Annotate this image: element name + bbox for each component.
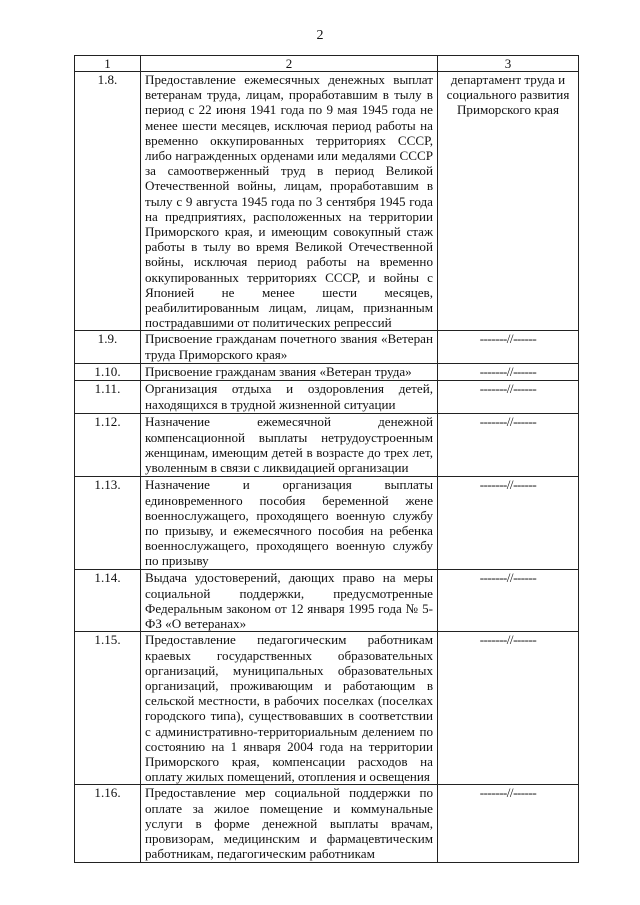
header-row — [75, 56, 579, 72]
table-body — [75, 72, 579, 863]
table-row — [75, 414, 579, 477]
service-description: Выдача удостоверений, дающих право на меры социальной поддержки, предусмотренные Федеральным законом от 12 января 1995 года № 5-ФЗ «О ветеранах» — [141, 570, 438, 632]
header-col-2: 2 — [141, 56, 438, 72]
responsible-body: -------//------ — [438, 477, 579, 570]
service-description: Присвоение гражданам звания «Ветеран труда» — [141, 364, 438, 381]
responsible-body: департамент труда и социального развития Приморского края — [438, 72, 579, 331]
responsible-body: -------//------ — [438, 331, 579, 364]
row-number: 1.14. — [75, 570, 141, 632]
service-description: Организация отдыха и оздоровления детей, находящихся в трудной жизненной ситуации — [141, 381, 438, 414]
header-col-3: 3 — [438, 56, 579, 72]
table-row — [75, 331, 579, 364]
services-table — [74, 55, 579, 863]
row-number: 1.10. — [75, 364, 141, 381]
row-number: 1.12. — [75, 414, 141, 477]
service-description: Назначение и организация выплаты единовременного пособия беременной жене военнослужащего, проходящего военную службу по призыву, и ежемесячного пособия на ребенка военнослужащего, проходящего военную службу по призыву — [141, 477, 438, 570]
header-col-1: 1 — [75, 56, 141, 72]
responsible-body: -------//------ — [438, 414, 579, 477]
row-number: 1.15. — [75, 632, 141, 785]
table-row — [75, 72, 579, 331]
service-description: Присвоение гражданам почетного звания «Ветеран труда Приморского края» — [141, 331, 438, 364]
responsible-body: -------//------ — [438, 632, 579, 785]
responsible-body: -------//------ — [438, 364, 579, 381]
row-number: 1.9. — [75, 331, 141, 364]
table-row — [75, 364, 579, 381]
row-number: 1.11. — [75, 381, 141, 414]
responsible-body: -------//------ — [438, 785, 579, 863]
service-description: Предоставление ежемесячных денежных выплат ветеранам труда, лицам, проработавшим в тылу в период с 22 июня 1941 года по 9 мая 1945 года не менее шести месяцев, исключая период работы на временно оккупированных территориях СССР, либо награжденных орденами или медалями СССР за самоотверженный труд в период Великой Отечественной войны, лицам, проработавшим в тылу с 9 августа 1945 года по 3 сентября 1945 года на предприятиях, расположенных на территории Приморского края, и имеющим совокупный стаж работы в тылу во время Великой Отечественной войны, исключая период работы на временно оккупированных территориях СССР, и войны с Японией не менее шести месяцев, реабилитированным лицам, лицам, признанным пострадавшими от политических репрессий — [141, 72, 438, 331]
table-header — [75, 56, 579, 72]
row-number: 1.13. — [75, 477, 141, 570]
service-description: Предоставление педагогическим работникам краевых государственных образовательных организаций, муниципальных образовательных организаций, проживающим и работающим в сельской местности, в рабочих поселках (поселках городского типа), существовавших в соответствии с административно-территориальным делением по состоянию на 1 января 2004 года на территории Приморского края, компенсации расходов на оплату жилых помещений, отопления и освещения — [141, 632, 438, 785]
row-number: 1.8. — [75, 72, 141, 331]
responsible-body: -------//------ — [438, 570, 579, 632]
service-description: Предоставление мер социальной поддержки по оплате за жилое помещение и коммунальные услуги в форме денежной выплаты врачам, провизорам, медицинским и фармацевтическим работникам, педагогическим работникам — [141, 785, 438, 863]
page-number: 2 — [316, 28, 324, 43]
table-row — [75, 477, 579, 570]
responsible-body: -------//------ — [438, 381, 579, 414]
table-row — [75, 381, 579, 414]
table-row — [75, 785, 579, 863]
row-number: 1.16. — [75, 785, 141, 863]
table-row — [75, 570, 579, 632]
table-row — [75, 632, 579, 785]
service-description: Назначение ежемесячной денежной компенсационной выплаты нетрудоустроенным женщинам, имеющим детей в возрасте до трех лет, уволенным в связи с ликвидацией организации — [141, 414, 438, 477]
